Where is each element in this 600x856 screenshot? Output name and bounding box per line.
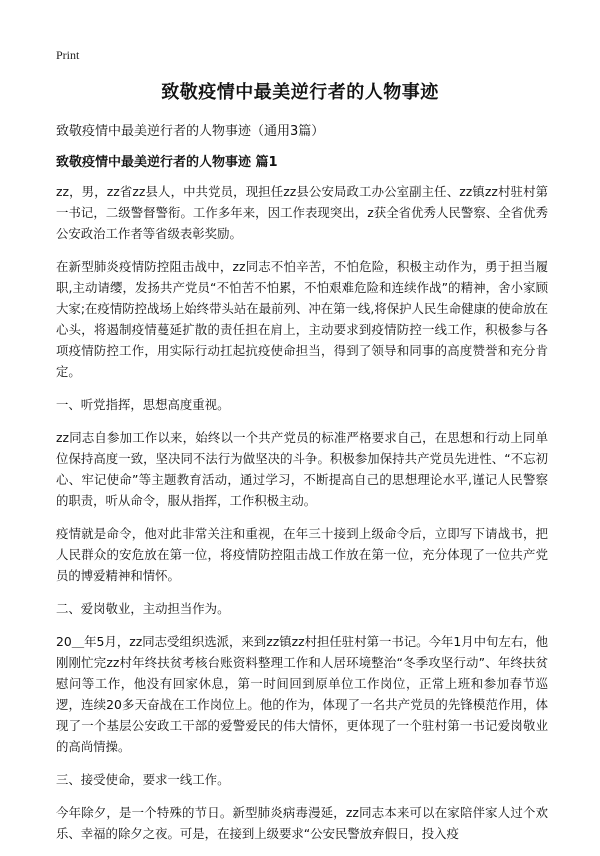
subheading-3: 三、接受使命，要求一线工作。 — [56, 772, 230, 787]
paragraph-new-year-eve: 今年除夕，是一个特殊的节日。新型肺炎病毒漫延，zz同志本来可以在家陪伴家人过个欢乐、幸福的除夕之夜。可是，在接到上级要求“公安民警放弃假日，投入疫 — [56, 805, 548, 841]
document-title: 致敬疫情中最美逆行者的人物事迹 — [161, 82, 439, 103]
document-subtitle: 致敬疫情中最美逆行者的人物事迹（通用3篇） — [56, 124, 325, 139]
subheading-1: 一、听党指挥，思想高度重视。 — [56, 397, 230, 412]
paragraph-village-secretary: 20＿年5月，zz同志受组织选派，来到zz镇zz村担任驻村第一书记。今年1月中旬左右，他刚刚忙完zz村年终扶贫考核台账资料整理工作和人居环境整治“冬季攻坚行动”、年终扶贫慰问等工作，他没有回家休息，第一时间回到原单位工作岗位，正常上班和参加春节巡逻，连续20多天奋战在工作岗位上。他的作为，体现了一名共产党员的先锋模范作用，体现了一个基层公安政工干部的爱警爱民的伟大情怀，更体现了一个驻村第一书记爱岗敬业的高尚情操。 — [56, 634, 548, 754]
subheading-2: 二、爱岗敬业，主动担当作为。 — [56, 601, 230, 616]
paragraph-command: 疫情就是命令，他对此非常关注和重视，在年三十接到上级命令后，立即写下请战书，把人民群众的安危放在第一位，将疫情防控阻击战工作放在第一位，充分体现了一位共产党员的博爱精神和情怀。 — [56, 526, 548, 583]
paragraph-intro: zz，男，zz省zz县人，中共党员，现担任zz县公安局政工办公室副主任、zz镇zz村驻村第一书记，二级警督警衔。工作多年来，因工作表现突出，z获全省优秀人民警察、全省优秀公安政治工作者等省级表彰奖励。 — [56, 184, 548, 241]
paragraph-fight-epidemic: 在新型肺炎疫情防控阻击战中，zz同志不怕辛苦，不怕危险，积极主动作为，勇于担当履职,主动请缨，发扬共产党员“不怕苦不怕累，不怕艰难危险和连续作战”的精神，舍小家顾大家;在疫情防控战场上始终带头站在最前列、冲在第一线,将保护人民生命健康的使命放在心头，将遏制疫情蔓延扩散的责任担在肩上，主动要求到疫情防控一线工作，积极参与各项疫情防控工作，用实际行动扛起抗疫使命担当，得到了领导和同事的高度赞誉和充分肯定。 — [56, 259, 548, 379]
article-body — [56, 181, 548, 856]
print-label[interactable]: Print — [56, 48, 80, 62]
section-title: 致敬疫情中最美逆行者的人物事迹 篇1 — [56, 155, 278, 170]
paragraph-party-standard: zz同志自参加工作以来，始终以一个共产党员的标准严格要求自己，在思想和行动上同单位保持高度一致，坚决同不法行为做坚决的斗争。积极参加保持共产党员先进性、“不忘初心、牢记使命”等主题教育活动，通过学习，不断提高自己的思想理论水平,谨记人民警察的职责，听从命令，服从指挥，工作积极主动。 — [56, 430, 548, 508]
